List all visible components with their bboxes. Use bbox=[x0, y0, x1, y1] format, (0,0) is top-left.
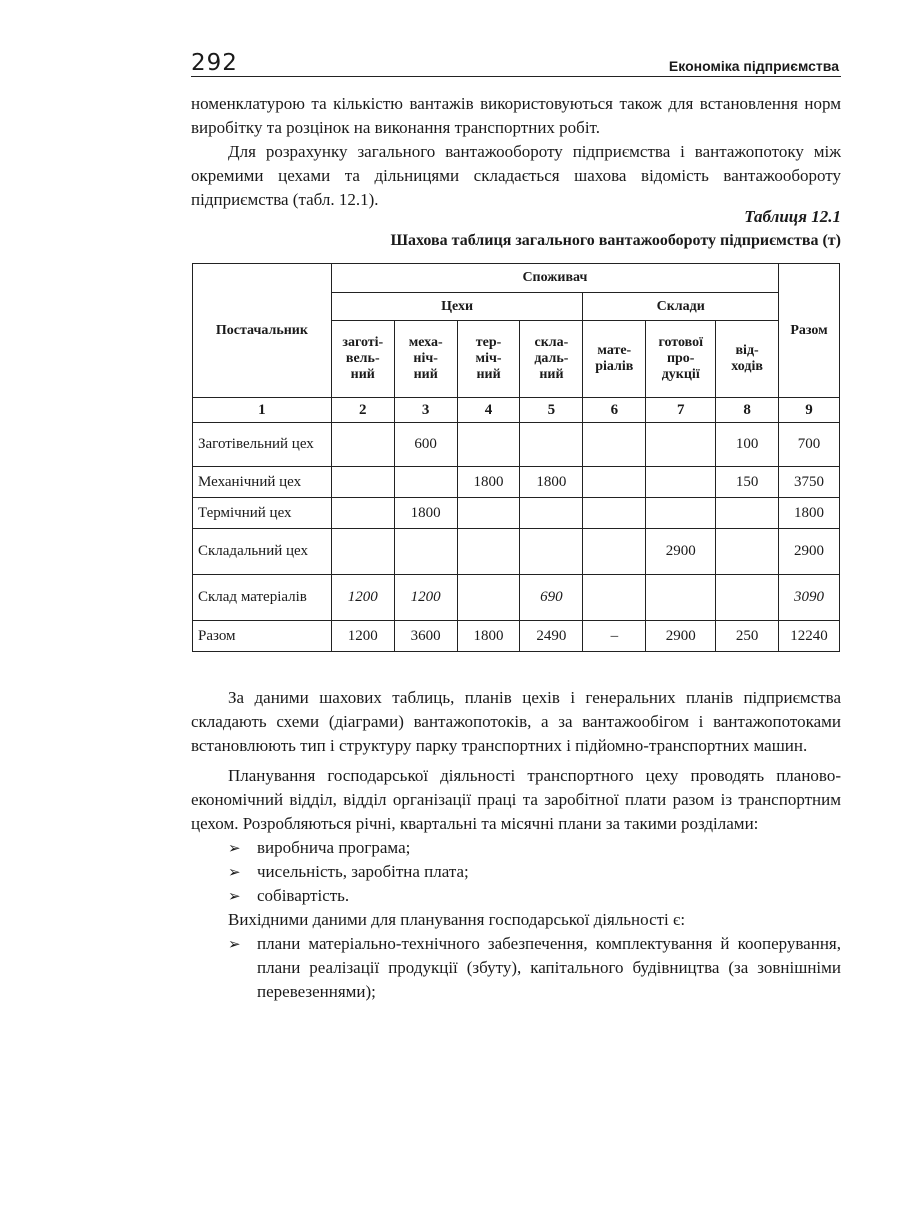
paragraph: За даними шахових таблиць, планів цехів і генеральних планів підприємства складають схеми (діаграми) вантажопотоків, а за вантажообігом і вантажопотоками встановлюють тип і структуру парку транспортних і підйомно-транспортних машин. bbox=[191, 688, 841, 755]
table-cell: 3600 bbox=[394, 621, 457, 652]
bullet-list-plan-sections bbox=[228, 836, 841, 908]
table-label: Таблиця 12.1 bbox=[744, 207, 841, 226]
column-number: 1 bbox=[193, 398, 332, 423]
column-number: 6 bbox=[583, 398, 646, 423]
table-cell bbox=[520, 423, 583, 467]
header-col-assembly: скла- даль- ний bbox=[520, 321, 583, 398]
row-name: Склад матеріалів bbox=[193, 575, 332, 621]
table-cell: 1800 bbox=[394, 498, 457, 529]
table-cell bbox=[646, 575, 716, 621]
table-cell bbox=[646, 467, 716, 498]
table-cell bbox=[716, 498, 779, 529]
arrow-bullet-icon: ➢ bbox=[228, 863, 241, 881]
table-cell bbox=[331, 498, 394, 529]
table-cell bbox=[520, 529, 583, 575]
table-cell: 100 bbox=[716, 423, 779, 467]
table-cell bbox=[457, 575, 520, 621]
row-name: Заготівельний цех bbox=[193, 423, 332, 467]
table-cell bbox=[583, 575, 646, 621]
column-number: 5 bbox=[520, 398, 583, 423]
table-cell bbox=[394, 467, 457, 498]
table-cell: 600 bbox=[394, 423, 457, 467]
table-cell: 250 bbox=[716, 621, 779, 652]
table-cell bbox=[583, 529, 646, 575]
table-cell: 1200 bbox=[394, 575, 457, 621]
column-number: 7 bbox=[646, 398, 716, 423]
table-cell: 700 bbox=[779, 423, 840, 467]
header-col-waste: від- ходів bbox=[716, 321, 779, 398]
column-number: 2 bbox=[331, 398, 394, 423]
row-name: Разом bbox=[193, 621, 332, 652]
table-cell bbox=[646, 423, 716, 467]
header-col-finished-goods: готової про- дукції bbox=[646, 321, 716, 398]
paragraph: Планування господарської діяльності транспортного цеху проводять планово-економічний відділ, відділ організації праці та заробітної плати разом із транспортним цехом. Розробляються річні, квартальні та місячні плани за такими розділами: bbox=[191, 766, 841, 833]
table-cell: 3750 bbox=[779, 467, 840, 498]
arrow-bullet-icon: ➢ bbox=[228, 887, 241, 905]
bullet-list-input-data bbox=[228, 932, 841, 1004]
table-cell: 2900 bbox=[779, 529, 840, 575]
table-cell bbox=[331, 423, 394, 467]
table-cell bbox=[716, 529, 779, 575]
column-number: 8 bbox=[716, 398, 779, 423]
row-name: Термічний цех bbox=[193, 498, 332, 529]
table-cell: 2490 bbox=[520, 621, 583, 652]
table-cell bbox=[331, 529, 394, 575]
header-supplier: Постачальник bbox=[193, 264, 332, 398]
header-col-thermal: тер- міч- ний bbox=[457, 321, 520, 398]
body-text bbox=[191, 686, 841, 1004]
table-cell: 2900 bbox=[646, 621, 716, 652]
table-cell bbox=[457, 423, 520, 467]
page-header bbox=[191, 50, 841, 77]
table-row bbox=[193, 575, 840, 621]
header-col-mechanical: меха- ніч- ний bbox=[394, 321, 457, 398]
table-cell: 3090 bbox=[779, 575, 840, 621]
column-number: 3 bbox=[394, 398, 457, 423]
column-number: 9 bbox=[779, 398, 840, 423]
header-col-materials: мате- ріалів bbox=[583, 321, 646, 398]
table-cell bbox=[583, 467, 646, 498]
table-cell: 1800 bbox=[520, 467, 583, 498]
table-cell bbox=[716, 575, 779, 621]
table-cell: 1800 bbox=[779, 498, 840, 529]
table-row bbox=[193, 529, 840, 575]
arrow-bullet-icon: ➢ bbox=[228, 935, 241, 953]
table-cell bbox=[583, 423, 646, 467]
header-col-procurement: заготі- вель- ний bbox=[331, 321, 394, 398]
row-name: Складальний цех bbox=[193, 529, 332, 575]
table-cell bbox=[394, 529, 457, 575]
page-number: 292 bbox=[191, 50, 238, 76]
table-cell: 1200 bbox=[331, 575, 394, 621]
intro-text bbox=[191, 92, 841, 212]
freight-chess-table bbox=[192, 263, 840, 652]
table-cell: 1800 bbox=[457, 621, 520, 652]
table-cell: – bbox=[583, 621, 646, 652]
table-cell: 2900 bbox=[646, 529, 716, 575]
header-warehouses: Склади bbox=[583, 293, 779, 321]
column-number-row bbox=[193, 398, 840, 423]
paragraph: Вихідними даними для планування господарської діяльності є: bbox=[228, 910, 686, 929]
table-cell bbox=[457, 529, 520, 575]
header-total: Разом bbox=[779, 264, 840, 398]
header-consumer: Споживач bbox=[331, 264, 778, 293]
table-title: Шахова таблиця загального вантажообороту підприємства (т) bbox=[390, 232, 841, 249]
paragraph-continued: номенклатурою та кількістю вантажів використовуються також для встановлення норм виробітку та розцінок на виконання транспортних робіт. bbox=[191, 94, 841, 137]
list-item: ➢ чисельність, заробітна плата; bbox=[228, 860, 841, 884]
table-cell bbox=[457, 498, 520, 529]
table-row bbox=[193, 467, 840, 498]
table-cell: 150 bbox=[716, 467, 779, 498]
row-name: Механічний цех bbox=[193, 467, 332, 498]
table-cell: 1800 bbox=[457, 467, 520, 498]
table-cell: 690 bbox=[520, 575, 583, 621]
table-row bbox=[193, 498, 840, 529]
list-item: ➢ собівартість. bbox=[228, 884, 841, 908]
table-cell bbox=[583, 498, 646, 529]
header-workshops: Цехи bbox=[331, 293, 583, 321]
running-title: Економіка підприємства bbox=[668, 58, 839, 74]
table-cell bbox=[646, 498, 716, 529]
table-cell: 12240 bbox=[779, 621, 840, 652]
list-item: ➢ плани матеріально-технічного забезпечення, комплектування й кооперування, плани реалізації продукції (збуту), капітального будівництва (за зовнішніми перевезеннями); bbox=[228, 934, 841, 1001]
list-item: ➢ виробнича програма; bbox=[228, 836, 841, 860]
column-number: 4 bbox=[457, 398, 520, 423]
table-row-total bbox=[193, 621, 840, 652]
table-cell bbox=[520, 498, 583, 529]
table-cell: 1200 bbox=[331, 621, 394, 652]
table-row bbox=[193, 423, 840, 467]
table-cell bbox=[331, 467, 394, 498]
paragraph: Для розрахунку загального вантажообороту підприємства і вантажопотоку між окремими цехами та дільницями складається шахова відомість вантажообороту підприємства (табл. 12.1). bbox=[191, 142, 841, 209]
arrow-bullet-icon: ➢ bbox=[228, 839, 241, 857]
